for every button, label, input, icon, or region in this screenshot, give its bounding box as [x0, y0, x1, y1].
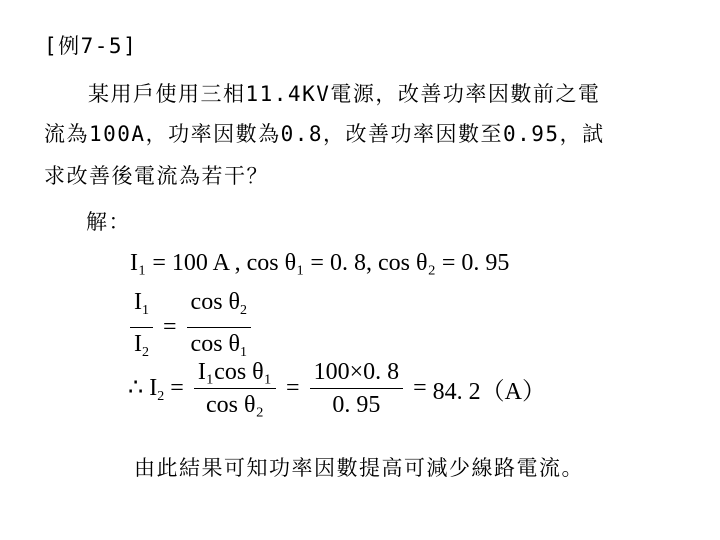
- problem-line-3: 求改善後電流為若干？: [44, 164, 269, 188]
- example-label: [例7-5]: [44, 34, 138, 58]
- fraction-power-factor: $\frac{\cos \theta_2}{\cos \theta_1}$: [187, 288, 252, 367]
- conclusion-text: 由此結果可知功率因數提高可減少線路電流。: [134, 456, 584, 480]
- equation-result: ∴ $I_2$ = $\frac{\text{I₁cos θ₁}}{\text{cos θ₂}}$ = $\frac{100\times 0. 8}{0. 95}$ = 84. 2（A）: [128, 359, 547, 418]
- fraction-numeric: $\frac{100\times 0. 8}{0. 95}$: [310, 358, 404, 419]
- equation-given-values: I₁ = 100 A , cos θ₁ = 0. 8, cos θ₂ = 0. 95: [130, 250, 510, 276]
- fraction-symbolic: $\frac{\text{I₁cos θ₁}}{\text{cos θ₂}}$: [194, 358, 276, 419]
- equation-current-ratio: $\frac{I_1}{I_2}$ = $\frac{\cos \theta_2}{\cos \theta_1}$: [126, 288, 255, 367]
- problem-line-1: 某用戶使用三相11.4KV電源，改善功率因數前之電: [88, 82, 601, 106]
- solution-label: 解：: [86, 210, 131, 234]
- fraction-current: $\frac{I_1}{I_2}$: [130, 288, 153, 367]
- result-value: 84. 2（A）: [432, 379, 547, 405]
- problem-line-2: 流為100A，功率因數為0.8，改善功率因數至0.95，試: [44, 122, 605, 146]
